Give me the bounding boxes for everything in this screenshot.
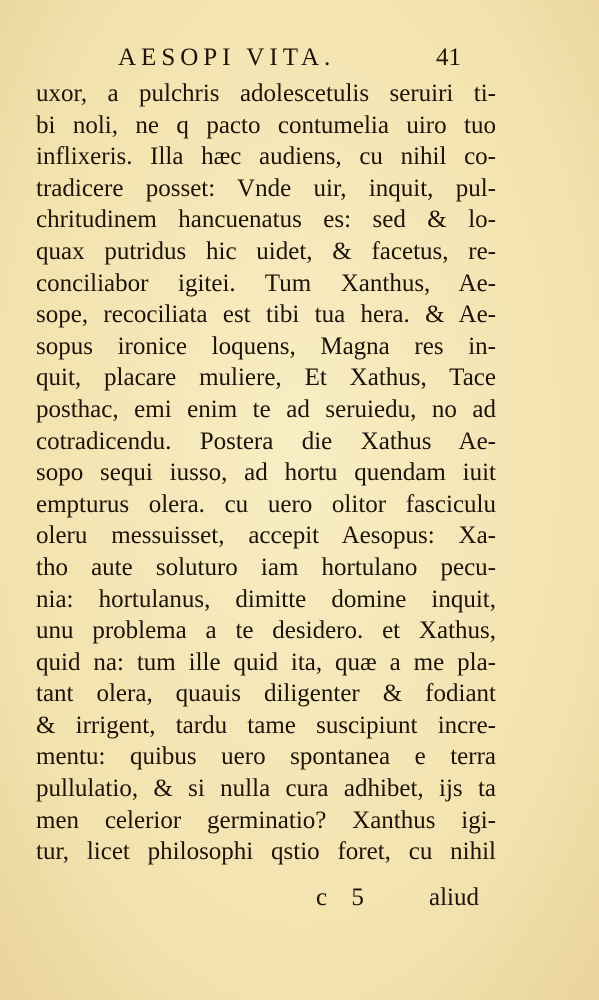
text-line: posthac, emi enim te ad seruiedu, no ad bbox=[36, 395, 496, 423]
text-line: sope, recociliata est tibi tua hera. & Ae- bbox=[36, 301, 496, 329]
text-line: sopo sequi iusso, ad hortu quendam iuit bbox=[36, 459, 496, 487]
text-line: oleru messuisset, accepit Aesopus: Xa- bbox=[36, 522, 496, 550]
text-line: men celerior germinatio? Xanthus igi- bbox=[36, 806, 496, 834]
text-line: pullulatio, & si nulla cura adhibet, ijs ta bbox=[36, 775, 496, 803]
catchword: aliud bbox=[429, 884, 479, 911]
page-footer bbox=[0, 884, 599, 918]
text-line: mentu: quibus uero spontanea e terra bbox=[36, 743, 496, 771]
text-line: conciliabor igitei. Tum Xanthus, Ae- bbox=[36, 269, 496, 297]
text-line: nia: hortulanus, dimitte domine inquit, bbox=[36, 585, 496, 613]
text-line: uxor, a pulchris adolescetulis seruiri ti- bbox=[36, 80, 496, 107]
text-line: bi noli, ne q pacto contumelia uiro tuo bbox=[36, 111, 496, 139]
signature-mark: c 5 bbox=[316, 884, 364, 911]
running-title: AESOPI VITA. bbox=[118, 44, 336, 71]
text-line: chritudinem hancuenatus es: sed & lo- bbox=[36, 206, 496, 234]
text-line: tho aute soluturo iam hortulano pecu- bbox=[36, 553, 496, 581]
page-number: 41 bbox=[436, 44, 461, 71]
text-line: tradicere posset: Vnde uir, inquit, pul- bbox=[36, 174, 496, 202]
text-line: cotradicendu. Postera die Xathus Ae- bbox=[36, 427, 496, 455]
body-text bbox=[36, 78, 496, 868]
text-line: inflixeris. Illa hæc audiens, cu nihil co- bbox=[36, 143, 496, 171]
text-line: tant olera, quauis diligenter & fodiant bbox=[36, 680, 496, 708]
page-header bbox=[0, 44, 599, 78]
text-line: empturus olera. cu uero olitor fasciculu bbox=[36, 490, 496, 518]
text-line: quax putridus hic uidet, & facetus, re- bbox=[36, 237, 496, 265]
text-line: sopus ironice loquens, Magna res in- bbox=[36, 332, 496, 360]
text-line: quid na: tum ille quid ita, quæ a me pla- bbox=[36, 648, 496, 676]
text-line: quit, placare muliere, Et Xathus, Tace bbox=[36, 364, 496, 392]
text-line: tur, licet philosophi qstio foret, cu nihil bbox=[36, 838, 496, 866]
text-line: & irrigent, tardu tame suscipiunt incre- bbox=[36, 711, 496, 739]
text-line: unu problema a te desidero. et Xathus, bbox=[36, 617, 496, 645]
